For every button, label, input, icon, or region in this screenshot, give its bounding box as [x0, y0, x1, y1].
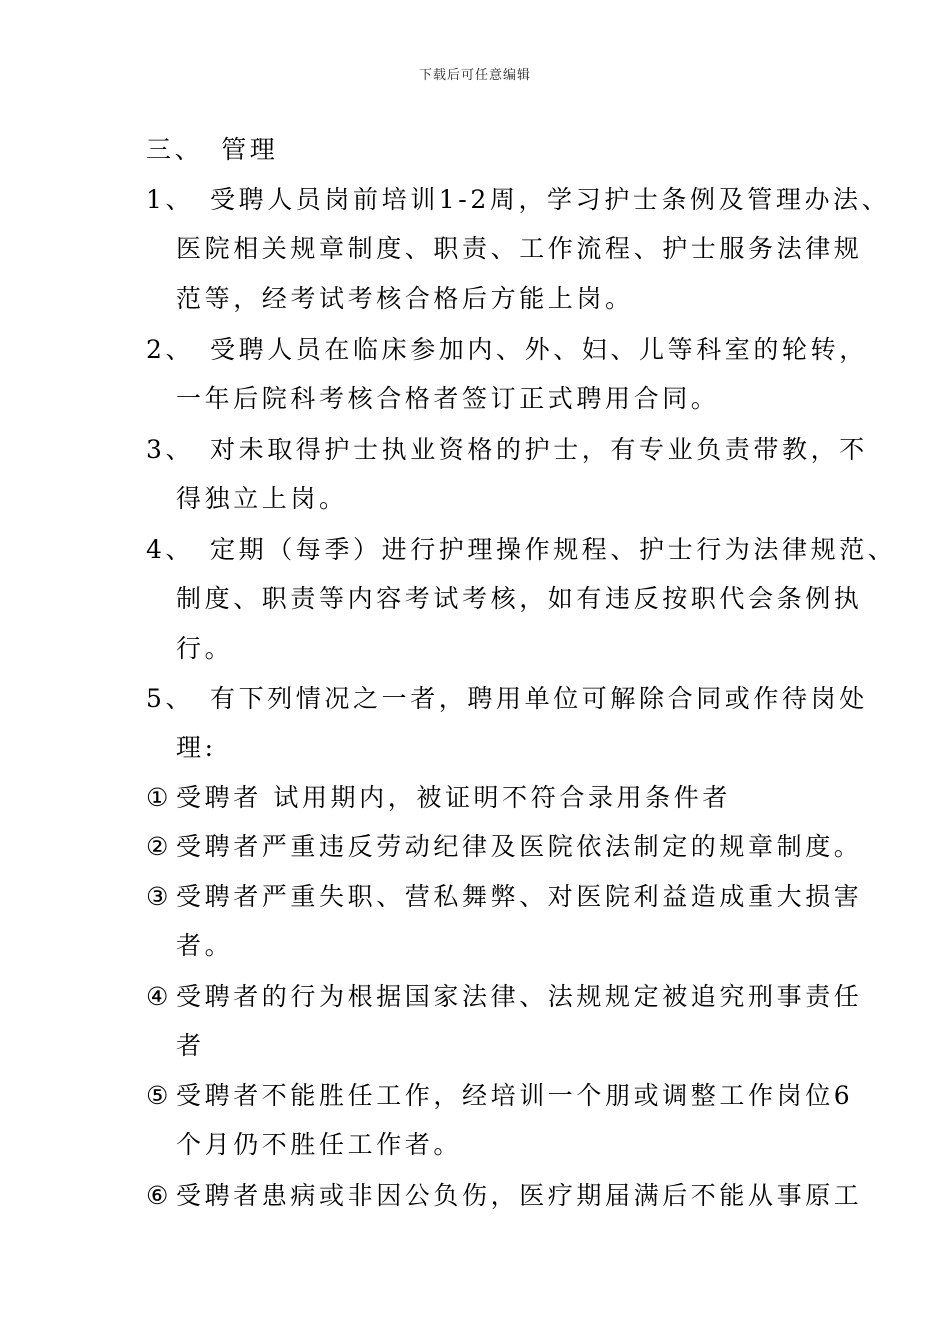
list-item-2-line-1: 2、 受聘人员在临床参加内、外、妇、儿等科室的轮转， — [146, 335, 868, 364]
section-title: 管理 — [221, 135, 279, 164]
list-item-5-line-1: 5、 有下列情况之一者，聘用单位可解除合同或作待岗处 — [146, 684, 868, 713]
subitem-1-marker: ① — [146, 783, 173, 812]
list-item-3-line-1: 3、 对未取得护士执业资格的护士，有专业负责带教，不 — [146, 435, 868, 464]
subitem-5-line-2: 个月仍不胜任工作者。 — [176, 1130, 463, 1159]
subitem-1-line-1: ① 受聘者 试用期内，被证明不符合录用条件者 — [146, 783, 731, 812]
list-item-2-line-2: 一年后院科考核合格者签订正式聘用合同。 — [176, 384, 720, 413]
list-item-4-number: 4、 — [146, 535, 195, 564]
subitem-5-line-1: ⑤ 受聘者不能胜任工作，经培训一个朋或调整工作岗位6 — [146, 1081, 854, 1110]
list-item-5-line-2: 理: — [176, 733, 217, 762]
subitem-5-marker: ⑤ — [146, 1081, 173, 1110]
list-item-1-line-3: 范等，经考试考核合格后方能上岗。 — [176, 284, 634, 313]
list-item-1-line-1: 1、 受聘人员岗前培训1-2周，学习护士条例及管理办法、 — [146, 185, 891, 214]
subitem-6-marker: ⑥ — [146, 1181, 173, 1210]
subitem-4-marker: ④ — [146, 982, 173, 1011]
subitem-3-marker: ③ — [146, 882, 173, 911]
list-item-3-line-2: 得独立上岗。 — [176, 484, 348, 513]
list-item-4-line-3: 行。 — [176, 634, 234, 663]
subitem-6-line-1: ⑥ 受聘者患病或非因公负伤，医疗期届满后不能从事原工 — [146, 1181, 863, 1210]
page-header-note: 下载后可任意编辑 — [418, 68, 531, 83]
list-item-4-line-2: 制度、职责等内容考试考核，如有违反按职代会条例执 — [176, 584, 863, 613]
list-item-3-number: 3、 — [146, 435, 195, 464]
list-item-5-number: 5、 — [146, 684, 195, 713]
section-number: 三、 — [146, 135, 204, 164]
list-item-1-number: 1、 — [146, 185, 195, 214]
subitem-4-line-1: ④ 受聘者的行为根据国家法律、法规规定被追究刑事责任 — [146, 982, 863, 1011]
subitem-4-line-2: 者 — [176, 1031, 205, 1060]
subitem-2-marker: ② — [146, 832, 173, 861]
list-item-2-number: 2、 — [146, 335, 195, 364]
subitem-2-line-1: ② 受聘者严重违反劳动纪律及医院依法制定的规章制度。 — [146, 832, 863, 861]
section-heading — [146, 137, 278, 162]
list-item-1-line-2: 医院相关规章制度、职责、工作流程、护士服务法律规 — [176, 234, 863, 263]
subitem-3-line-2: 者。 — [176, 931, 234, 960]
list-item-4-line-1: 4、 定期（每季）进行护理操作规程、护士行为法律规范、 — [146, 535, 897, 564]
subitem-3-line-1: ③ 受聘者严重失职、营私舞弊、对医院利益造成重大损害 — [146, 882, 863, 911]
